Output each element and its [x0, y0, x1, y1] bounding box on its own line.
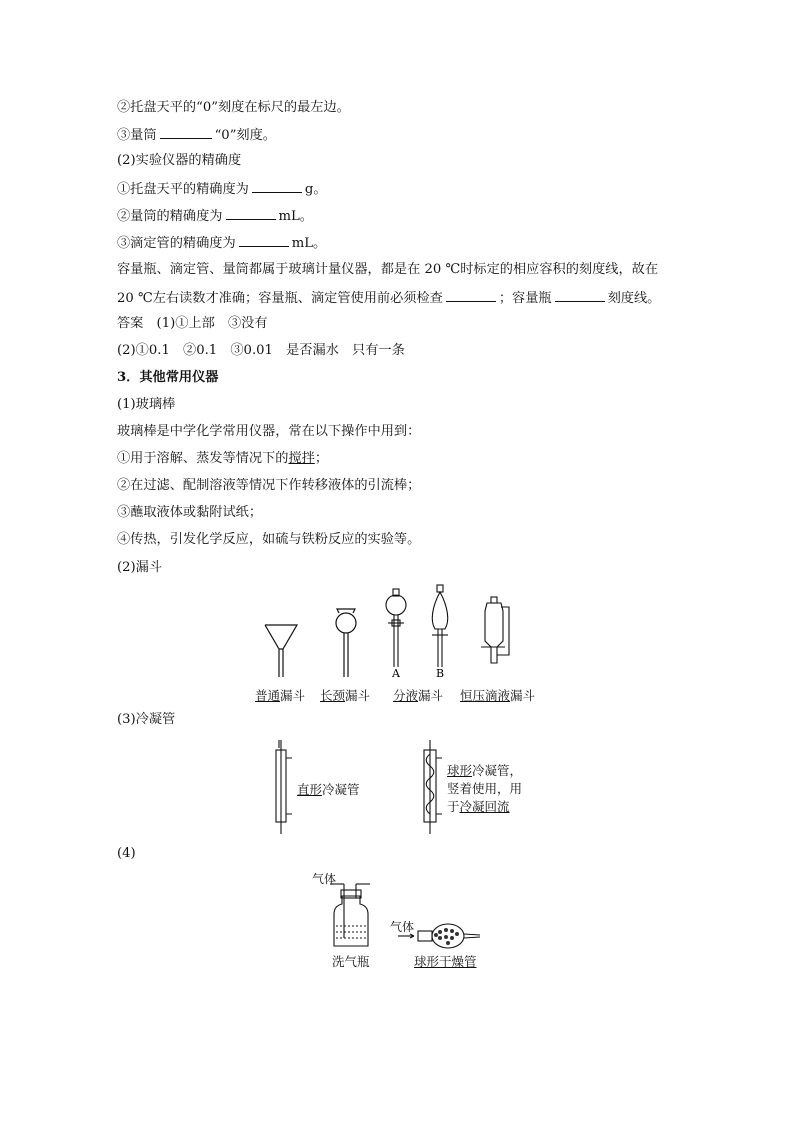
line-text: 20 ℃左右读数才准确；容量瓶、滴定管使用前必须检查 — [117, 291, 443, 306]
label-b: B — [435, 667, 445, 680]
answer-line — [117, 316, 268, 332]
text-line — [117, 289, 660, 307]
blank — [239, 234, 289, 247]
text-line — [117, 153, 241, 169]
underlined-text: 搅拌 — [288, 451, 315, 466]
line-text: ③量筒 — [117, 128, 157, 143]
line-text: (2)实验仪器的精确度 — [117, 153, 242, 168]
answer-line — [117, 343, 405, 359]
long-neck-funnel-icon — [336, 609, 356, 677]
line-text: 3．其他常用仪器 — [117, 370, 219, 385]
gas-figure — [310, 868, 510, 968]
line-text: 玻璃棒是中学化学常用仪器，常在以下操作中用到： — [117, 424, 421, 439]
line-text: “0”刻度。 — [214, 128, 276, 143]
text-line — [117, 234, 326, 252]
blank — [446, 289, 496, 302]
line-text: ④传热，引发化学反应，如硫与铁粉反应的实验等。 — [117, 532, 421, 547]
gas-washing-bottle-icon — [330, 884, 370, 946]
caption-drying-tube: 球形干燥管 — [414, 954, 477, 969]
condensers-figure — [270, 738, 530, 838]
section-heading — [117, 370, 219, 386]
line-text: ①托盘天平的精确度为 — [117, 182, 249, 197]
blank — [226, 207, 276, 220]
line-text: ①用于溶解、蒸发等情况下的 — [117, 451, 289, 466]
label-a: A — [392, 667, 400, 680]
caption-straight-condenser: 直形冷凝管 — [297, 782, 360, 797]
line-text: ； — [314, 451, 328, 466]
line-text: (2)漏斗 — [117, 560, 163, 575]
funnels-figure — [255, 585, 555, 705]
ball-condenser-icon — [424, 740, 442, 834]
blank — [555, 289, 605, 302]
line-text: (1)玻璃棒 — [117, 397, 176, 412]
text-line — [117, 100, 350, 116]
straight-condenser-icon — [276, 740, 292, 834]
text-line — [117, 180, 327, 198]
text-line — [117, 560, 162, 576]
pressure-equalizing-funnel-icon — [481, 597, 509, 663]
caption-separatory-funnel: 分液漏斗 — [393, 688, 444, 703]
text-line — [117, 262, 658, 278]
gas-label-1: 气体 — [312, 872, 337, 886]
caption-ordinary-funnel: 普通漏斗 — [255, 688, 306, 703]
line-text: 容量瓶、滴定管、量筒都属于玻璃计量仪器，都是在 20 ℃时标定的相应容积的刻度线，故在 — [117, 262, 659, 277]
line-text: (2)①0.1 ②0.1 ③0.01 是否漏水 只有一条 — [117, 343, 405, 358]
blank — [252, 180, 302, 193]
line-text: ③蘸取液体或黏附试纸； — [117, 505, 263, 520]
line-text: (4) — [117, 846, 136, 861]
text-line — [117, 424, 420, 440]
line-text: 刻度线。 — [607, 291, 661, 306]
line-text: ②在过滤、配制溶液等情况下作转移液体的引流棒； — [117, 478, 421, 493]
text-line — [117, 126, 276, 144]
text-line — [117, 451, 328, 467]
line-text: (3)冷凝管 — [117, 712, 176, 727]
line-text: ②托盘天平的“0”刻度在标尺的最左边。 — [117, 100, 350, 115]
line-text: ；容量瓶 — [498, 291, 552, 306]
gas-label-2: 气体 — [390, 920, 415, 934]
desiccant-granules — [434, 928, 459, 945]
text-line — [117, 846, 136, 862]
text-line — [117, 505, 262, 521]
line-text: ③滴定管的精确度为 — [117, 236, 236, 251]
text-line — [117, 532, 420, 548]
text-line — [117, 478, 420, 494]
line-text: 答案 (1)①上部 ③没有 — [117, 316, 268, 331]
text-line — [117, 207, 313, 225]
caption-long-neck-funnel: 长颈漏斗 — [320, 688, 371, 703]
caption-gas-washing-bottle: 洗气瓶 — [332, 954, 370, 969]
text-line — [117, 397, 175, 413]
text-line — [117, 712, 175, 728]
line-text: ②量筒的精确度为 — [117, 209, 223, 224]
line-text: g。 — [304, 182, 327, 197]
blank — [160, 126, 212, 139]
separatory-funnel-a-icon — [386, 589, 406, 667]
gas-drawing — [310, 868, 510, 950]
caption-ball-condenser: 球形冷凝管， 竖着使用，用 于冷凝回流 — [447, 763, 523, 814]
line-text: mL。 — [291, 236, 327, 251]
separatory-funnel-b-icon — [432, 585, 448, 667]
line-text: mL。 — [278, 209, 313, 224]
funnels-drawing — [255, 585, 555, 680]
ordinary-funnel-icon — [265, 625, 297, 677]
caption-pressure-funnel: 恒压滴液漏斗 — [460, 688, 536, 703]
